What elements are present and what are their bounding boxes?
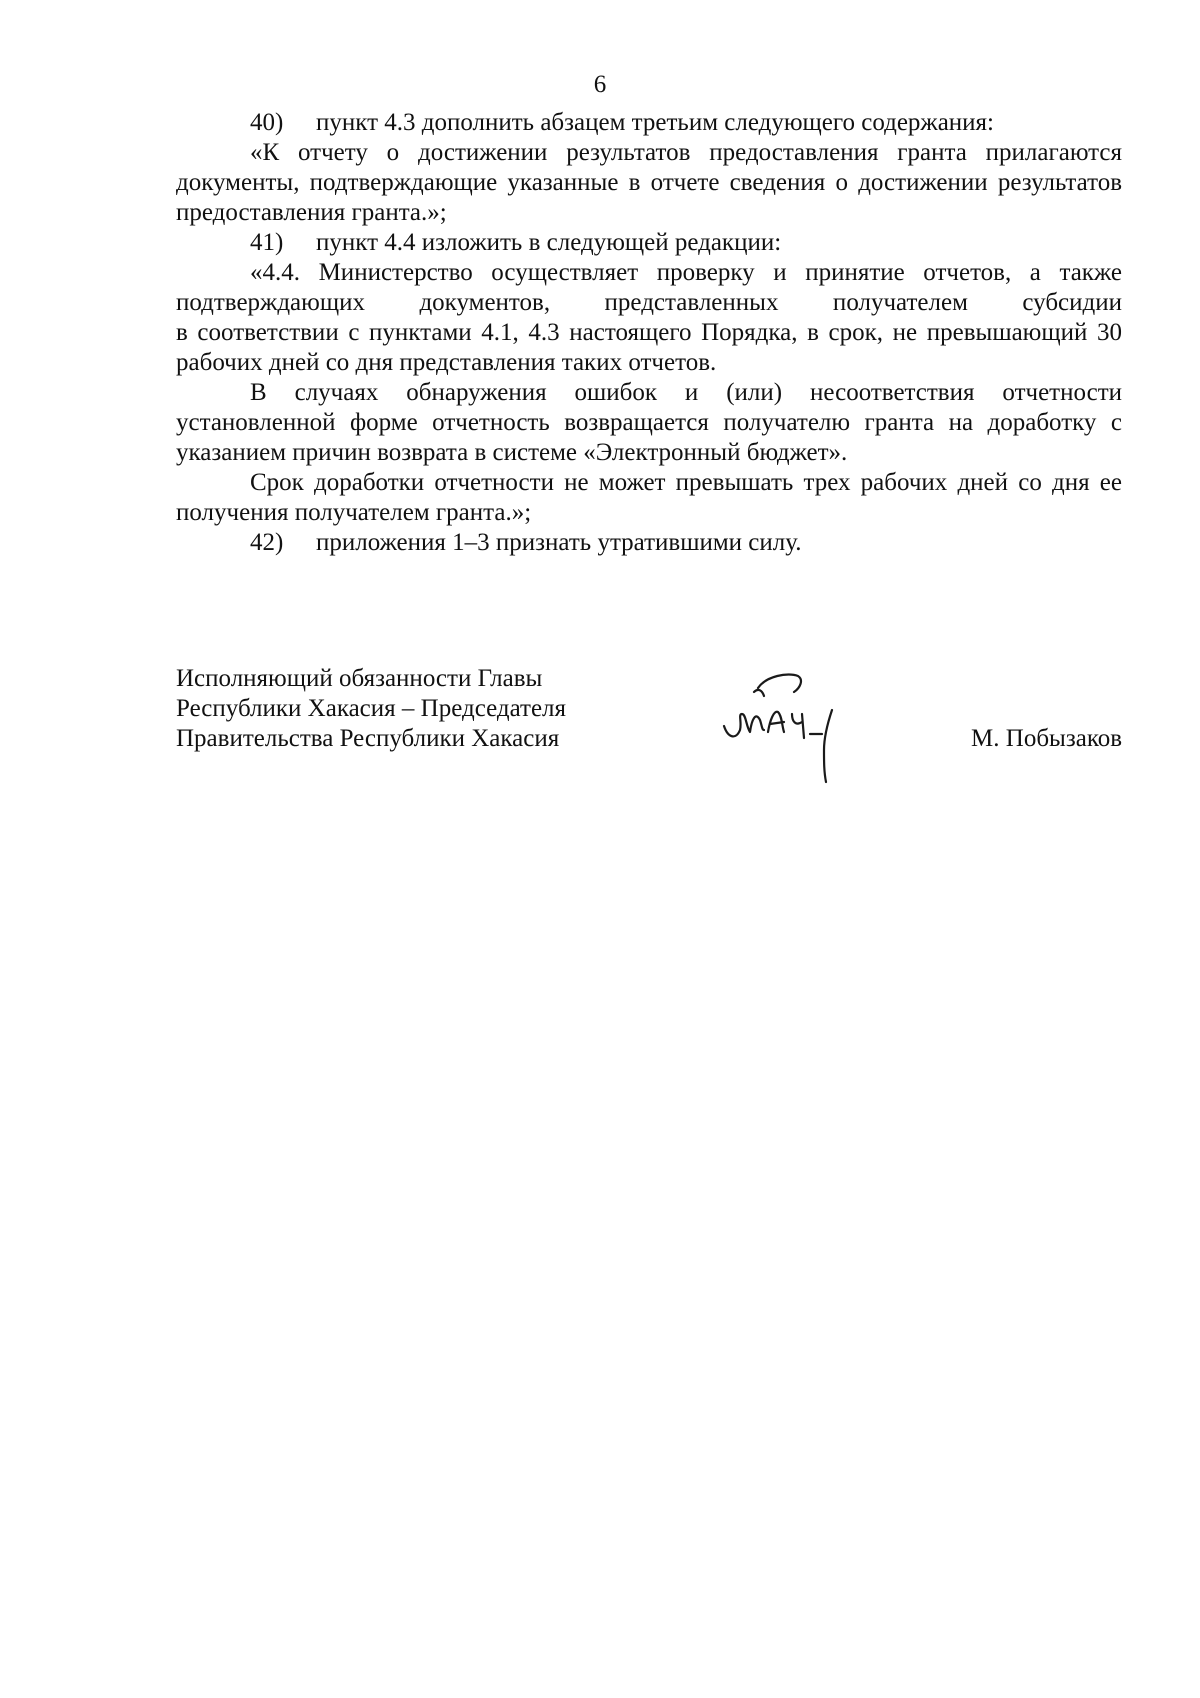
- item-42-text: приложения 1–3 признать утратившими силу.: [316, 529, 802, 556]
- item-41-quote-continuation: в соответствии с пунктами 4.1, 4.3 настоящего Порядка, в срок, не превышающий 30 рабочих дней со дня представления таких отчетов.: [176, 319, 1122, 376]
- signatory-title-line: Исполняющий обязанности Главы: [176, 665, 543, 692]
- document-body: [176, 108, 1122, 558]
- signatory-name: М. Побызаков: [971, 725, 1122, 752]
- page-number: 6: [593, 71, 607, 98]
- handwritten-signature: [706, 660, 856, 790]
- item-40: [176, 108, 1122, 138]
- item-42-number: 42): [250, 529, 284, 556]
- item-40-quote: «К отчету о достижении результатов предоставления гранта прилагаются документы, подтверждающие указанные в отчете сведения о достижении результатов предоставления гранта.»;: [176, 139, 1122, 226]
- item-40-text: пункт 4.3 дополнить абзацем третьим следующего содержания:: [316, 109, 994, 136]
- item-42: [176, 528, 1122, 558]
- signatory-title: [176, 664, 566, 754]
- item-40-number: 40): [250, 109, 284, 136]
- item-41: [176, 228, 1122, 258]
- item-41-quote-start: «4.4. Министерство осуществляет проверку и принятие отчетов, а также подтверждающих документов, представленных получателем субсидии: [176, 259, 1122, 316]
- signature-block: [176, 664, 1122, 784]
- item-41-paragraph-2: В случаях обнаружения ошибок и (или) несоответствия отчетности установленной форме отчетность возвращается получателю гранта на доработку с указанием причин возврата в системе «Электронный бюджет».: [176, 379, 1122, 466]
- signatory-title-line: Республики Хакасия – Председателя: [176, 695, 567, 722]
- item-41-number: 41): [250, 229, 284, 256]
- item-41-paragraph-3: Срок доработки отчетности не может превышать трех рабочих дней со дня ее получения получателем гранта.»;: [176, 469, 1122, 526]
- signatory-title-line: Правительства Республики Хакасия: [176, 725, 560, 752]
- item-41-text: пункт 4.4 изложить в следующей редакции:: [316, 229, 782, 256]
